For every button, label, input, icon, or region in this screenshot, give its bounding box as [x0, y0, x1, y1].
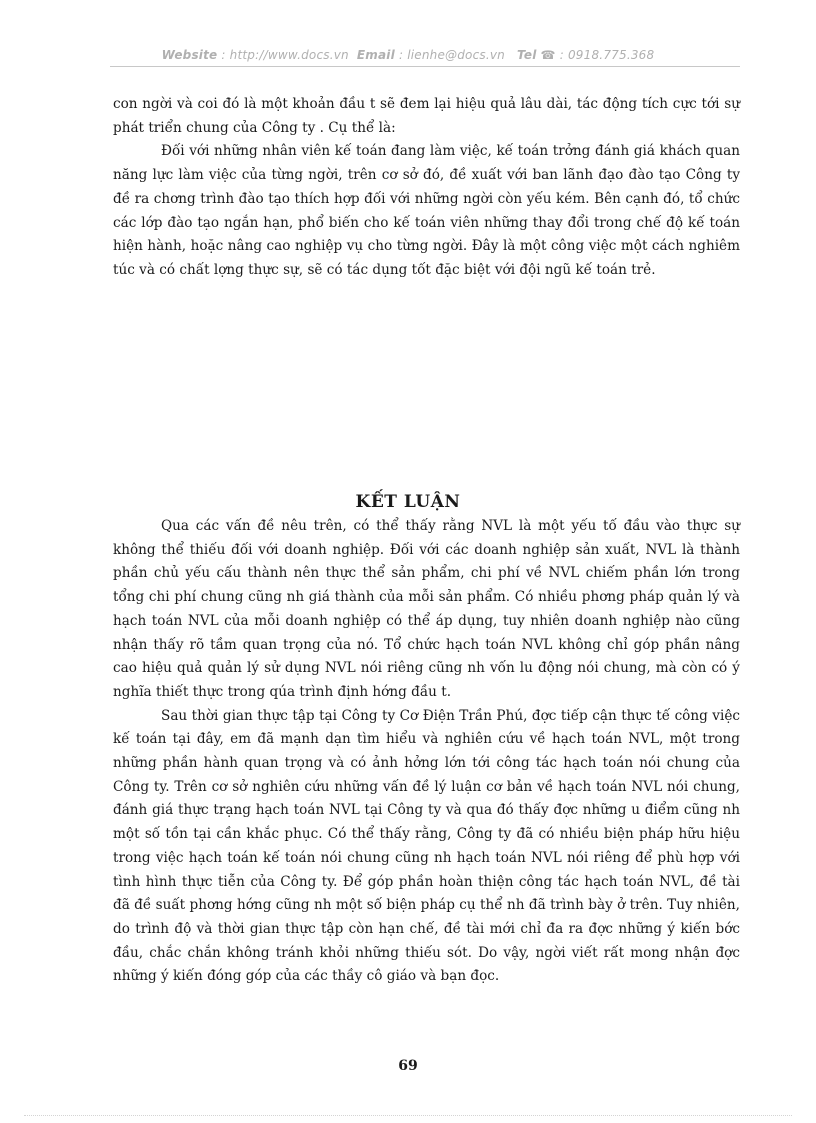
conclusion-paragraph-1: Qua các vấn đề nêu trên, có thể thấy rằng NVL là một yếu tố đầu vào thực sự không thể thiếu đối với doanh nghiệp. Đối với các doanh nghiệp sản xuất, NVL là thành phần chủ yếu cấu thành nên thực thể sản phẩm, chi phí về NVL chiếm phần lớn trong tổng chi phí chung cũng nh giá thành của mỗi sản phẩm. Có nhiều phơng pháp quản lý và hạch toán NVL của mỗi doanh nghiệp có thể áp dụng, tuy nhiên doanh nghiệp nào cũng nhận thấy rõ tầm quan trọng của nó. Tổ chức hạch toán NVL không chỉ góp phần nâng cao hiệu quả quản lý sử dụng NVL nói riêng cũng nh vốn lu động nói chung, mà còn có ý nghĩa thiết thực trong qúa trình định hớng đầu t. — [113, 518, 740, 700]
paragraph-training: Đối với những nhân viên kế toán đang làm việc, kế toán trởng đánh giá khách quan năng lực làm việc của từng ngời, trên cơ sở đó, đề xuất với ban lãnh đạo đào tạo Công ty đề ra chơng trình đào tạo thích hợp đối với những ngời còn yếu kém. Bên cạnh đó, tổ chức các lớp đào tạo ngắn hạn, phổ biến cho kế toán viên những thay đổi trong chế độ kế toán hiện hành, hoặc nâng cao nghiệp vụ cho từng ngời. Đây là một công việc một cách nghiêm túc và có chất lợng thực sự, sẽ có tác dụng tốt đặc biệt với đội ngũ kế toán trẻ. — [113, 143, 740, 278]
conclusion-paragraph-2: Sau thời gian thực tập tại Công ty Cơ Điện Trần Phú, đợc tiếp cận thực tế công việc kế toán tại đây, em đã mạnh dạn tìm hiểu và nghiên cứu về hạch toán NVL, một trong những phần hành quan trọng và có ảnh hởng lớn tới công tác hạch toán nói chung của Công ty. Trên cơ sở nghiên cứu những vấn đề lý luận cơ bản về hạch toán NVL nói chung, đánh giá thực trạng hạch toán NVL tại Công ty và qua đó thấy đợc những u điểm cũng nh một số tồn tại cần khắc phục. Có thể thấy rằng, Công ty đã có nhiều biện pháp hữu hiệu trong việc hạch toán kế toán nói chung cũng nh hạch toán NVL nói riêng để phù hợp với tình hình thực tiễn của Công ty. Để góp phần hoàn thiện công tác hạch toán NVL, đề tài đã đề suất phơng hớng cũng nh một số biện pháp cụ thể nh đã trình bày ở trên. Tuy nhiên, do trình độ và thời gian thực tập còn hạn chế, đề tài mới chỉ đa ra đợc những ý kiến bớc đầu, chắc chắn không tránh khỏi những thiếu sót. Do vậy, ngời viết rất mong nhận đợc những ý kiến đóng góp của các thầy cô giáo và bạn đọc. — [113, 707, 740, 985]
paragraph-continuation: con ngời và coi đó là một khoản đầu t sẽ đem lại hiệu quả lâu dài, tác động tích cực tới sự phát triển chung của Công ty . Cụ thể là: — [113, 96, 740, 136]
page-header — [0, 48, 816, 62]
section-title: KẾT LUẬN — [355, 492, 461, 512]
tel-value: ☎ : 0918.775.368 — [540, 48, 655, 62]
email-label: Email — [356, 48, 395, 62]
page-number: 69 — [398, 1058, 418, 1074]
email-value: : lienhe@docs.vn — [398, 48, 505, 62]
website-label: Website — [161, 48, 218, 62]
body-text-top — [113, 93, 740, 283]
header-divider — [110, 66, 740, 67]
footer-divider — [24, 1115, 792, 1116]
website-value: : http://www.docs.vn — [221, 48, 349, 62]
conclusion-body — [113, 515, 740, 989]
tel-label: Tel — [517, 48, 537, 62]
